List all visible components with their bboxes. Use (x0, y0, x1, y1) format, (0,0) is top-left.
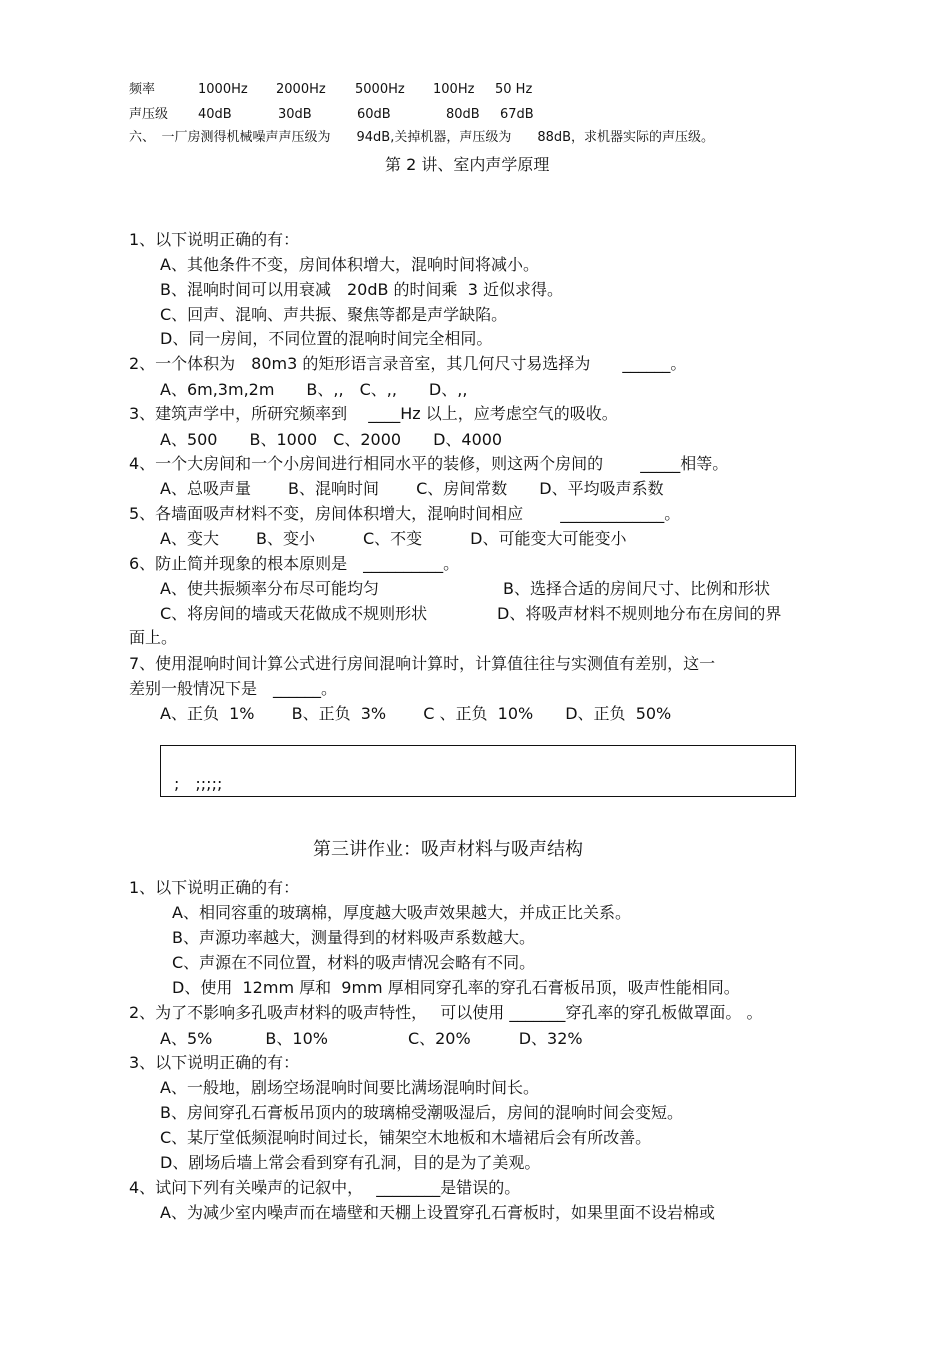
option-line: A、5% B、10% C、20% D、32% (160, 1029, 583, 1048)
option-line: A、使共振频率分布尽可能均匀 (160, 579, 379, 598)
option-line: B、声源功率越大，测量得到的材料吸声系数越大。 (172, 928, 535, 947)
option-line: A、变大 B、变小 C、不变 D、可能变大可能变小 (160, 529, 627, 548)
option-line: A、500 B、1000 C、2000 D、4000 (160, 430, 503, 449)
question-line: 2、一个体积为 80m3 的矩形语言录音室，其几何尺寸易选择为 ______。 (129, 354, 687, 373)
box-text: ; ;;;;; (174, 774, 223, 793)
table-cell: 2000Hz (276, 82, 326, 97)
question-line: 3、建筑声学中，所研究频率到 ____Hz 以上，应考虑空气的吸收。 (129, 404, 618, 423)
option-line: A、总吸声量 B、混响时间 C、房间常数 D、平均吸声系数 (160, 479, 664, 498)
option-line: C、某厅堂低频混响时间过长，铺架空木地板和木墙裙后会有所改善。 (160, 1128, 652, 1147)
table-label-frequency: 频率 (129, 82, 156, 97)
table-cell: 80dB (446, 107, 480, 122)
option-line: B、房间穿孔石膏板吊顶内的玻璃棉受潮吸湿后，房间的混响时间会变短。 (160, 1103, 683, 1122)
table-cell: 30dB (278, 107, 312, 122)
question-line: 1、以下说明正确的有： (129, 230, 300, 249)
table-cell: 50 Hz (495, 82, 533, 97)
option-line: A、6m,3m,2m B、,, C、,, D、,, (160, 380, 468, 399)
option-line: A、相同容重的玻璃棉，厚度越大吸声效果越大，并成正比关系。 (172, 903, 631, 922)
table-cell: 5000Hz (355, 82, 405, 97)
option-line: C、声源在不同位置，材料的吸声情况会略有不同。 (172, 953, 536, 972)
problem-six: 六、 一厂房测得机械噪声声压级为 94dB,关掉机器，声压级为 88dB，求机器实际的声压级。 (129, 130, 715, 145)
question-line: 2、为了不影响多孔吸声材料的吸声特性， 可以使用 _______穿孔率的穿孔板做罩面。 。 (129, 1003, 763, 1022)
question-line: 4、一个大房间和一个小房间进行相同水平的装修，则这两个房间的 _____相等。 (129, 454, 729, 473)
question-line: 差别一般情况下是 ______。 (129, 679, 338, 698)
option-line: B、混响时间可以用衰减 20dB 的时间乘 3 近似求得。 (160, 280, 563, 299)
option-line: D、剧场后墙上常会看到穿有孔洞，目的是为了美观。 (160, 1153, 541, 1172)
option-line: A、正负 1% B、正负 3% C 、正负 10% D、正负 50% (160, 704, 672, 723)
table-label-spl: 声压级 (129, 107, 169, 122)
text-box (160, 745, 796, 797)
option-line: A、其他条件不变，房间体积增大，混响时间将减小。 (160, 255, 539, 274)
table-cell: 60dB (357, 107, 391, 122)
option-line: D、同一房间，不同位置的混响时间完全相同。 (160, 329, 493, 348)
option-line: C、回声、混响、声共振、聚焦等都是声学缺陷。 (160, 305, 508, 324)
question-line: 7、使用混响时间计算公式进行房间混响计算时，计算值往往与实测值有差别，这一 (129, 654, 716, 673)
question-line: 6、防止简并现象的根本原则是 __________。 (129, 554, 460, 573)
option-line: D、将吸声材料不规则地分布在房间的界 (497, 604, 782, 623)
option-line: 面上。 (129, 628, 178, 647)
question-line: 1、以下说明正确的有： (129, 878, 300, 897)
option-line: D、使用 12mm 厚和 9mm 厚相同穿孔率的穿孔石膏板吊顶，吸声性能相同。 (172, 978, 740, 997)
lecture3-title: 第三讲作业：吸声材料与吸声结构 (313, 839, 583, 860)
option-line: A、为减少室内噪声而在墙壁和天棚上设置穿孔石膏板时，如果里面不设岩棉或 (160, 1203, 715, 1222)
table-cell: 1000Hz (198, 82, 248, 97)
table-cell: 40dB (198, 107, 232, 122)
lecture2-title: 第 2 讲、室内声学原理 (385, 155, 550, 174)
option-line: A、一般地，剧场空场混响时间要比满场混响时间长。 (160, 1078, 539, 1097)
question-line: 4、试问下列有关噪声的记叙中， ________是错误的。 (129, 1178, 521, 1197)
table-cell: 100Hz (433, 82, 475, 97)
table-cell: 67dB (500, 107, 534, 122)
option-line: C、将房间的墙或天花做成不规则形状 (160, 604, 428, 623)
option-line: B、选择合适的房间尺寸、比例和形状 (503, 579, 770, 598)
question-line: 5、各墙面吸声材料不变，房间体积增大，混响时间相应 _____________。 (129, 504, 681, 523)
question-line: 3、以下说明正确的有： (129, 1053, 300, 1072)
